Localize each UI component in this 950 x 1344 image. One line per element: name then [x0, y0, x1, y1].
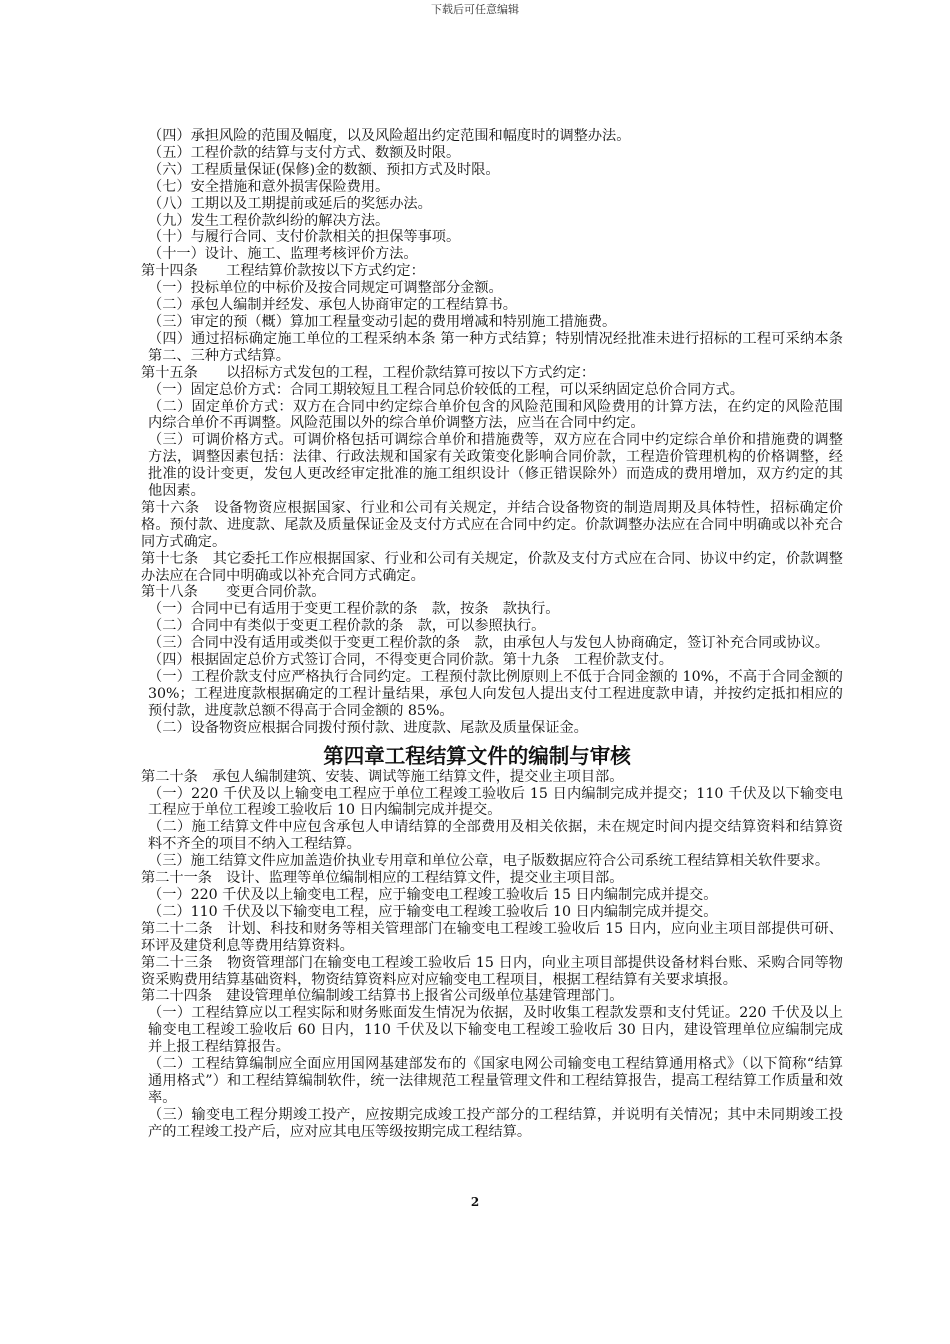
paragraph: （八）工期以及工期提前或延后的奖惩办法。 [148, 195, 432, 212]
paragraph: （一）工程结算应以工程实际和财务账面发生情况为依据，及时收集工程款发票和支付凭证。220 千伏及以上输变电工程竣工验收后 60 日内，110 千伏及以下输变电工程竣工验收后 30 日内，建设管理单位应编制完成并上报工程结算报告。 [148, 1005, 843, 1056]
paragraph: （四）根据固定总价方式签订合同，不得变更合同价款。第十九条 工程价款支付。 [148, 652, 673, 669]
paragraph: （三）合同中没有适用或类似于变更工程价款的条 款，由承包人与发包人协商确定，签订补充合同或协议。 [148, 635, 830, 652]
paragraph: 第十六条 设备物资应根据国家、行业和公司有关规定，并结合设备物资的制造周期及具体特性，招标确定价格。预付款、进度款、尾款及质量保证金及支付方式应在合同中约定。价款调整办法应在合同中明确或以补充合同方式确定。 [141, 499, 843, 550]
chapter-title: 第四章工程结算文件的编制与审核 [323, 743, 631, 768]
paragraph: （一）220 千伏及以上输变电工程应于单位工程竣工验收后 15 日内编制完成并提交；110 千伏及以下输变电工程应于单位工程竣工验收后 10 日内编制完成并提交。 [148, 785, 843, 819]
paragraph: （三）可调价格方式。可调价格包括可调综合单价和措施费等，双方应在合同中约定综合单价和措施费的调整方法，调整因素包括：法律、行政法规和国家有关政策变化影响合同价款，工程造价管理机构的价格调整，经批准的设计变更，发包人更改经审定批准的施工组织设计（修正错误除外）而造成的费用增加，双方约定的其他因素。 [148, 432, 843, 500]
paragraph: （四）承担风险的范围及幅度，以及风险超出约定范围和幅度时的调整办法。 [148, 128, 631, 144]
paragraph: （三）输变电工程分期竣工投产，应按期完成竣工投产部分的工程结算，并说明有关情况；其中未同期竣工投产的工程竣工投产后，应对应其电压等级按期完成工程结算。 [148, 1106, 843, 1140]
section-clauses-14-19 [111, 128, 848, 737]
section-clauses-20-24 [111, 769, 843, 1141]
paragraph: （一）合同中已有适用于变更工程价款的条 款，按条 款执行。 [148, 601, 560, 618]
paragraph: （七）安全措施和意外损害保险费用。 [148, 178, 390, 195]
paragraph: （十一）设计、施工、监理考核评价方法。 [148, 246, 418, 263]
paragraph: 第十八条 变更合同价款。 [141, 584, 326, 601]
paragraph: （三）审定的预（概）算加工程量变动引起的费用增减和特别施工措施费。 [148, 313, 617, 330]
paragraph: 第二十四条 建设管理单位编制竣工结算书上报省公司级单位基建管理部门。 [141, 988, 624, 1005]
page-header: 下载后可任意编辑 [431, 3, 519, 16]
paragraph: （一）固定总价方式：合同工期较短且工程合同总价较低的工程，可以采纳固定总价合同方式。 [148, 381, 744, 398]
paragraph: 第十五条 以招标方式发包的工程，工程价款结算可按以下方式约定： [141, 364, 596, 381]
paragraph: 第二十一条 设计、监理等单位编制相应的工程结算文件，提交业主项目部。 [141, 870, 624, 887]
paragraph: （十）与履行合同、支付价款相关的担保等事项。 [148, 229, 461, 246]
paragraph: （一）220 千伏及以上输变电工程，应于输变电工程竣工验收后 15 日内编制完成并提交。 [148, 886, 718, 903]
paragraph: （二）工程结算编制应全面应用国网基建部发布的《国家电网公司输变电工程结算通用格式》（以下简称“结算通用格式”）和工程结算编制软件，统一法律规范工程量管理文件和工程结算报告，提高工程结算工作质量和效率。 [148, 1056, 843, 1106]
paragraph: 第十七条 其它委托工作应根据国家、行业和公司有关规定，价款及支付方式应在合同、协议中约定，价款调整办法应在合同中明确或以补充合同方式确定。 [141, 550, 843, 584]
paragraph: （二）合同中有类似于变更工程价款的条 款，可以参照执行。 [148, 618, 546, 635]
paragraph: （三）施工结算文件应加盖造价执业专用章和单位公章，电子版数据应符合公司系统工程结算相关软件要求。 [148, 853, 830, 870]
paragraph: （二）施工结算文件中应包含承包人申请结算的全部费用及相关依据，未在规定时间内提交结算资料和结算资料不齐全的项目不纳入工程结算。 [148, 819, 843, 853]
paragraph: 第二十二条 计划、科技和财务等相关管理部门在输变电工程竣工验收后 15 日内，应向业主项目部提供可研、环评及建贷利息等费用结算资料。 [141, 920, 843, 954]
paragraph: 第二十条 承包人编制建筑、安装、调试等施工结算文件，提交业主项目部。 [141, 768, 624, 785]
paragraph: （二）设备物资应根据合同拨付预付款、进度款、尾款及质量保证金。 [148, 719, 588, 736]
paragraph: （二）固定单价方式：双方在合同中约定综合单价包含的风险范围和风险费用的计算方法，在约定的风险范围内综合单价不再调整。风险范围以外的综合单价调整方法，应当在合同中约定。 [148, 398, 843, 432]
paragraph: 第二十三条 物资管理部门在输变电工程竣工验收后 15 日内，向业主项目部提供设备材料台账、采购合同等物资采购费用结算基础资料，物资结算资料应对应输变电工程项目，根据工程结算有关要求填报。 [141, 954, 843, 988]
paragraph: （二）110 千伏及以下输变电工程，应于输变电工程竣工验收后 10 日内编制完成并提交。 [148, 903, 718, 920]
paragraph: （二）承包人编制并经发、承包人协商审定的工程结算书。 [148, 297, 517, 314]
paragraph: （一）工程价款支付应严格执行合同约定。工程预付款比例原则上不低于合同金额的 10%，不高于合同金额的 30%；工程进度款根据确定的工程计量结果，承包人向发包人提出支付工程进度款申请，并按约定抵扣相应的预付款，进度款总额不得高于合同金额的 85%。 [148, 669, 848, 719]
paragraph: （五）工程价款的结算与支付方式、数额及时限。 [148, 144, 461, 161]
paragraph: （四）通过招标确定施工单位的工程采纳本条 第一种方式结算；特别情况经批准未进行招标的工程可采纳本条 第二、三种方式结算。 [148, 330, 848, 364]
page-number: 2 [470, 1195, 480, 1209]
paragraph: （一）投标单位的中标价及按合同规定可调整部分金额。 [148, 280, 503, 297]
paragraph: （九）发生工程价款纠纷的解决方法。 [148, 212, 390, 229]
paragraph: （六）工程质量保证(保修)金的数额、预扣方式及时限。 [148, 161, 500, 178]
document-body [111, 128, 848, 1141]
paragraph: 第十四条 工程结算价款按以下方式约定： [141, 263, 425, 280]
